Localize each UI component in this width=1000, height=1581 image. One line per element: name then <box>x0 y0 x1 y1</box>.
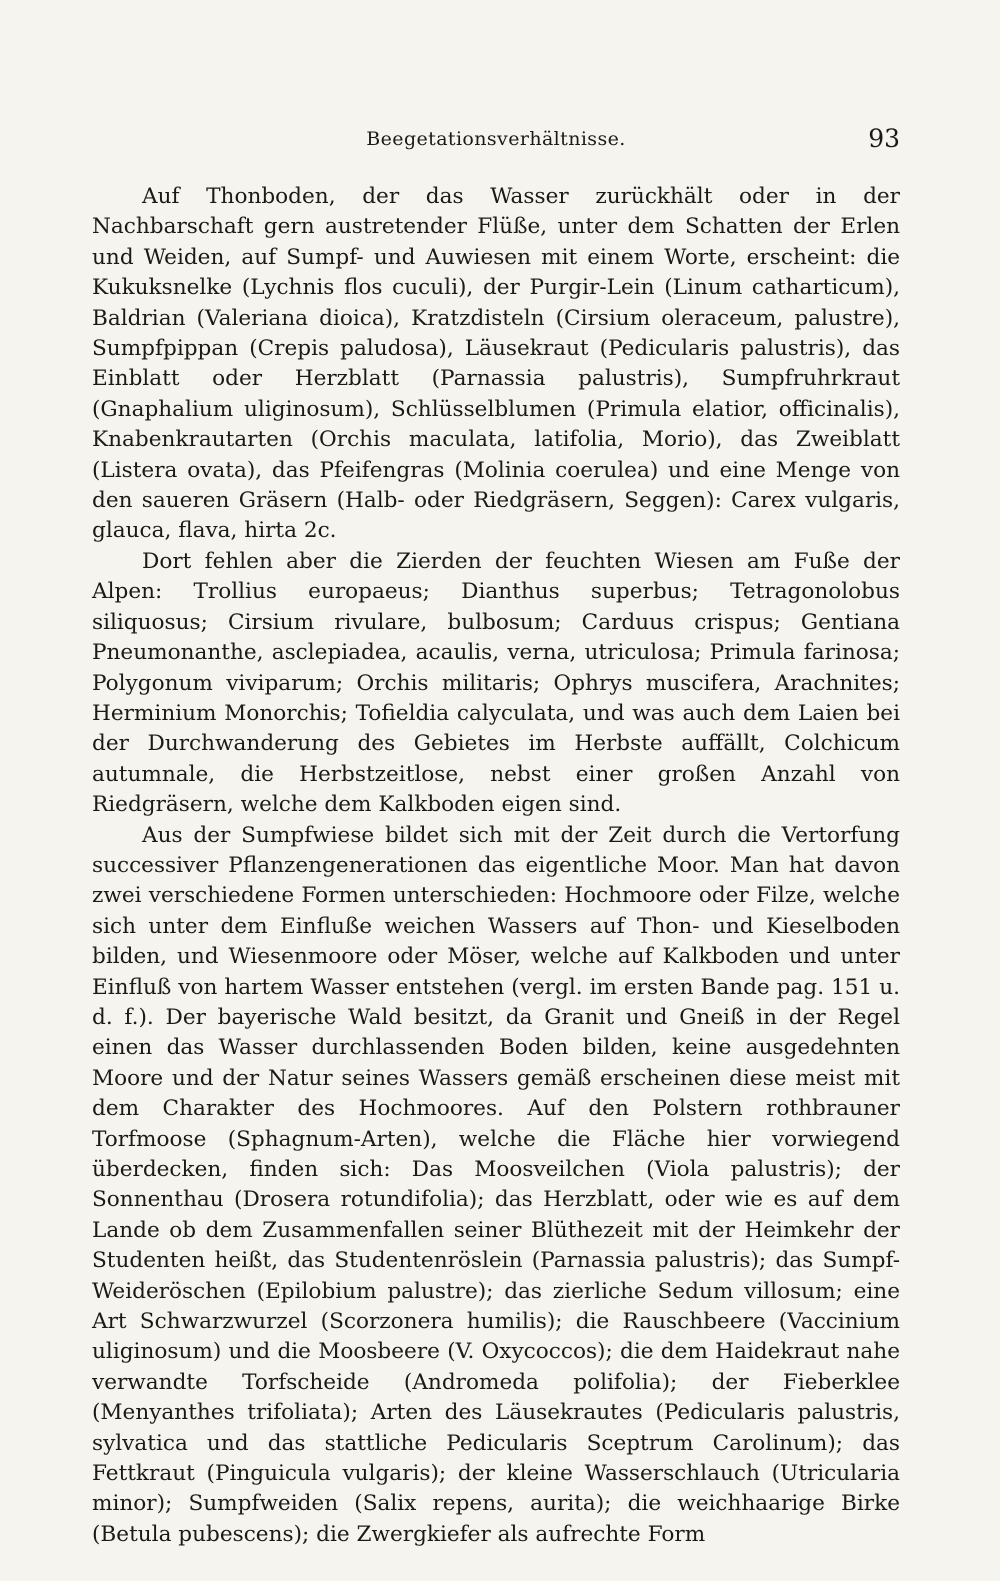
paragraph-alpen-flora: Dort fehlen aber die Zierden der feuchten Wiesen am Fuße der Alpen: Trollius europaeus; Dianthus superbus; Tetragonolobus siliquosus; Cirsium rivulare, bulbosum; Carduus crispus; Gentiana Pneumonanthe, asclepiadea, acaulis, verna, utriculosa; Primula farinosa; Polygonum viviparum; Orchis militaris; Ophrys muscifera, Arachnites; Herminium Monorchis; Tofieldia calyculata, und was auch dem Laien bei der Durchwanderung des Gebietes im Herbste auffällt, Colchicum autumnale, die Herbstzeitlose, nebst einer großen Anzahl von Riedgräsern, welche dem Kalkboden eigen sind. <box>92 548 900 818</box>
body-text <box>92 182 900 1550</box>
page-header <box>92 124 900 168</box>
paragraph-thonboden: Auf Thonboden, der das Wasser zurückhält oder in der Nachbarschaft gern austretender Flüße, unter dem Schatten der Erlen und Weiden, auf Sumpf- und Auwiesen mit einem Worte, erscheint: die Kukuksnelke (Lychnis flos cuculi), der Purgir-Lein (Linum catharticum), Baldrian (Valeriana dioica), Kratzdisteln (Cirsium oleraceum, palustre), Sumpfpippan (Crepis paludosa), Läusekraut (Pedicularis palustris), das Einblatt oder Herzblatt (Parnassia palustris), Sumpfruhrkraut (Gnaphalium uliginosum), Schlüsselblumen (Primula elatior, officinalis), Knabenkrautarten (Orchis maculata, latifolia, Morio), das Zweiblatt (Listera ovata), das Pfeifengras (Molinia coerulea) und eine Menge von den saueren Gräsern (Halb- oder Riedgräsern, Seggen): Carex vulgaris, glauca, flava, hirta 2c. <box>92 184 900 544</box>
page-number: 93 <box>868 124 900 153</box>
paragraph-moore: Aus der Sumpfwiese bildet sich mit der Zeit durch die Vertorfung successiver Pflanzengenerationen das eigentliche Moor. Man hat davon zwei verschiedene Formen unterschieden: Hochmoore oder Filze, welche sich unter dem Einfluße weichen Wassers auf Thon- und Kieselboden bilden, und Wiesenmoore oder Möser, welche auf Kalkboden und unter Einfluß von hartem Wasser entstehen (vergl. im ersten Bande pag. 151 u. d. f.). Der bayerische Wald besitzt, da Granit und Gneiß in der Regel einen das Wasser durchlassenden Boden bilden, keine ausgedehnten Moore und der Natur seines Wassers gemäß erscheinen diese meist mit dem Charakter des Hochmoores. Auf den Polstern rothbrauner Torfmoose (Sphagnum-Arten), welche die Fläche hier vorwiegend überdecken, finden sich: Das Moosveilchen (Viola palustris); der Sonnenthau (Drosera rotundifolia); das Herzblatt, oder wie es auf dem Lande ob dem Zusammenfallen seiner Blüthezeit mit der Heimkehr der Studenten heißt, das Studentenröslein (Parnassia palustris); das Sumpf-Weideröschen (Epilobium palustre); das zierliche Sedum villosum; eine Art Schwarzwurzel (Scorzonera humilis); die Rauschbeere (Vaccinium uliginosum) und die Moosbeere (V. Oxycoccos); die dem Haidekraut nahe verwandte Torfscheide (Andromeda polifolia); der Fieberklee (Menyanthes trifoliata); Arten des Läusekrautes (Pedicularis palustris, sylvatica und das stattliche Pedicularis Sceptrum Carolinum); das Fettkraut (Pinguicula vulgaris); der kleine Wasserschlauch (Utricularia minor); Sumpfweiden (Salix repens, aurita); die weichhaarige Birke (Betula pubescens); die Zwergkiefer als aufrechte Form <box>92 822 900 1547</box>
running-head: Beegetationsverhältnisse. <box>366 128 626 150</box>
